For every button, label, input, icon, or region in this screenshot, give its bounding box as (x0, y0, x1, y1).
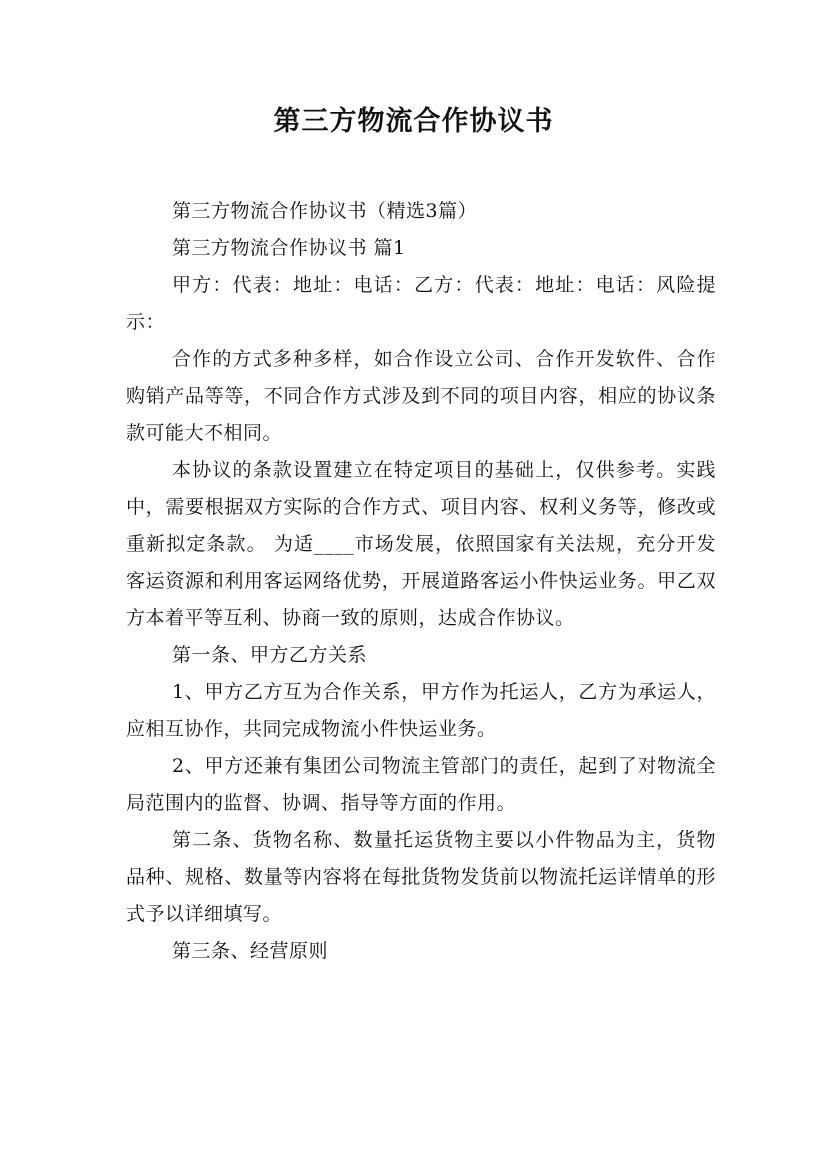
article-2: 第二条、货物名称、数量托运货物主要以小件物品为主，货物品种、规格、数量等内容将在每批货物发货前以物流托运详情单的形式予以详细填写。 (126, 829, 716, 925)
paragraph-subtitle: 第三方物流合作协议书（精选3篇） (172, 200, 478, 222)
document-body (126, 193, 716, 970)
paragraph-preamble: 本协议的条款设置建立在特定项目的基础上，仅供参考。实践中，需要根据双方实际的合作方式、项目内容、权利义务等，修改或重新拟定条款。 为适____市场发展，依照国家有关法规，充分开发客运资源和利用客运网络优势，开展道路客运小件快运业务。甲乙双方本着平等互利、协商一致的原则，达成合作协议。 (126, 459, 716, 629)
article-3-heading: 第三条、经营原则 (172, 940, 329, 962)
paragraph-risk-note: 合作的方式多种多样，如合作设立公司、合作开发软件、合作购销产品等等，不同合作方式涉及到不同的项目内容，相应的协议条款可能大不相同。 (126, 348, 716, 444)
article-1-clause-1: 1、甲方乙方互为合作关系，甲方作为托运人，乙方为承运人，应相互协作，共同完成物流小件快运业务。 (126, 681, 716, 740)
article-1-clause-2: 2、甲方还兼有集团公司物流主管部门的责任，起到了对物流全局范围内的监督、协调、指导等方面的作用。 (126, 755, 716, 814)
paragraph-parties: 甲方：代表：地址：电话：乙方：代表：地址：电话：风险提示： (126, 274, 716, 333)
document-title: 第三方物流合作协议书 (273, 106, 554, 137)
paragraph-section-heading: 第三方物流合作协议书 篇1 (172, 237, 406, 259)
article-1-heading: 第一条、甲方乙方关系 (172, 644, 368, 666)
